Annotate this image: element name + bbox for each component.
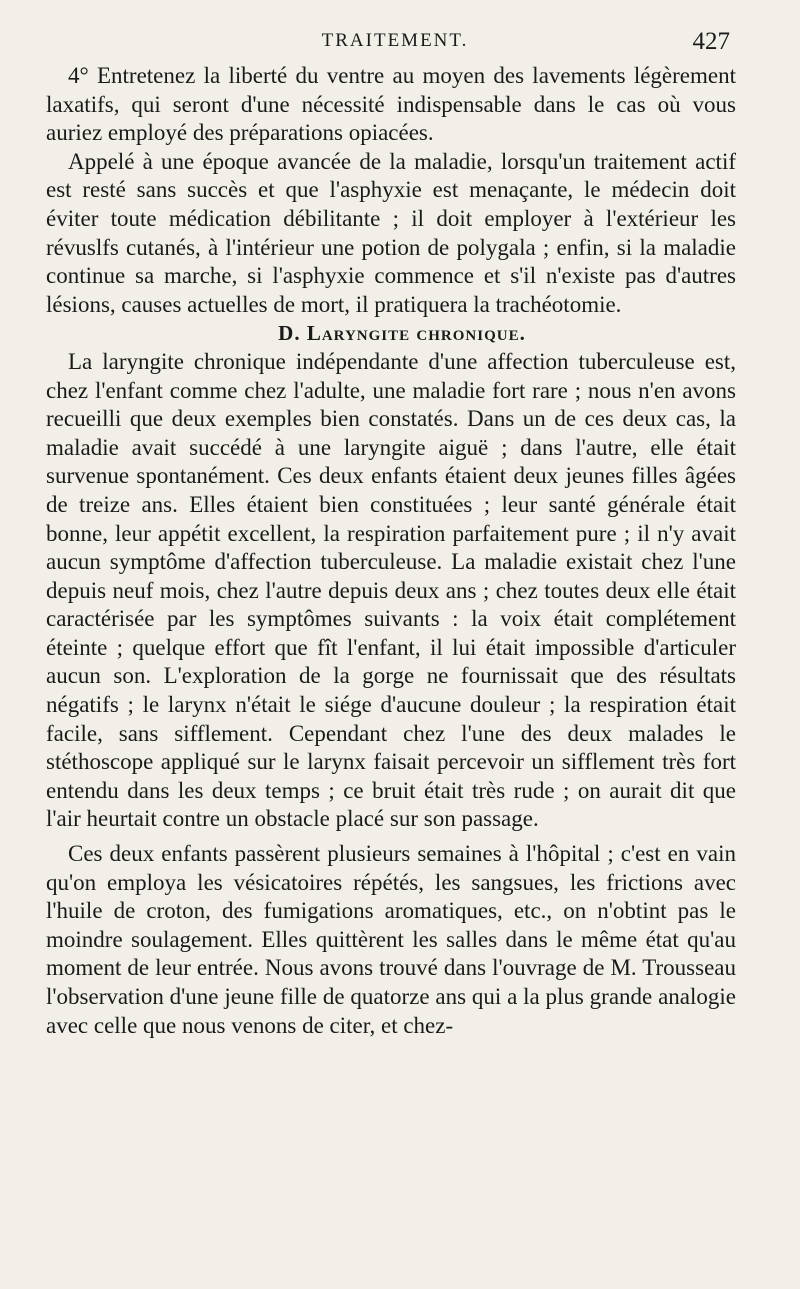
paragraph-hopital: Ces deux enfants passèrent plusieurs semaines à l'hôpital ; c'est en vain qu'on employa les vésicatoires répétés, les sangsues, les frictions avec l'huile de croton, des fumigations aromatiques, etc., on n'obtint pas le moindre soulagement. Elles quittèrent les salles dans le même état qu'au moment de leur entrée. Nous avons trouvé dans l'ouvrage de M. Trousseau l'observation d'une jeune fille de quatorze ans qui a la plus grande analogie avec celle que nous venons de citer, et chez- [46,841,736,1038]
body-text [46,62,736,1040]
running-head [60,30,730,60]
section-heading: D. Laryngite chronique. [278,321,526,346]
paragraph-asphyxie: Appelé à une époque avancée de la maladie, lorsqu'un traitement actif est resté sans succès et que l'asphyxie est menaçante, le médecin doit éviter toute médication débilitante ; il doit employer à l'extérieur les révuslfs cutanés, à l'intérieur une potion de polygala ; enfin, si la maladie continue sa marche, si l'asphyxie commence et s'il n'existe pas d'autres lésions, causes actuelles de mort, il pratiquera la trachéotomie. [46,148,736,317]
running-title: TRAITEMENT. [321,30,469,51]
paragraph-lavements: 4° Entretenez la liberté du ventre au moyen des lavements légèrement laxatifs, qui seront d'une nécessité indispensable dans le cas où vous auriez employé des préparations opiacées. [46,63,736,146]
paragraph-laryngite-chronique: La laryngite chronique indépendante d'une affection tuberculeuse est, chez l'enfant comme chez l'adulte, une maladie fort rare ; nous n'en avons recueilli que deux exemples bien constatés. Dans un de ces deux cas, la maladie avait succédé à une laryngite aiguë ; dans l'autre, elle était survenue spontanément. Ces deux enfants étaient deux jeunes filles âgées de treize ans. Elles étaient bien constituées ; leur santé générale était bonne, leur appétit excellent, la respiration parfaitement pure ; il n'y avait aucun symptôme d'affection tuberculeuse. La maladie existait chez l'une depuis neuf mois, chez l'autre depuis deux ans ; chez toutes deux elle était caractérisée par les symptômes suivants : la voix était complétement éteinte ; quelque effort que fît l'enfant, il lui était impossible d'articuler aucun son. L'exploration de la gorge ne fournissait que des résultats négatifs ; le larynx n'était le siége d'aucune douleur ; la respiration était facile, sans sifflement. Cependant chez l'une des deux malades le stéthoscope appliqué sur le larynx faisait percevoir un sifflement très fort entendu dans les deux temps ; ce bruit était très rude ; on aurait dit que l'air heurtait contre un obstacle placé sur son passage. [46,348,736,832]
page-number: 427 [692,28,730,55]
